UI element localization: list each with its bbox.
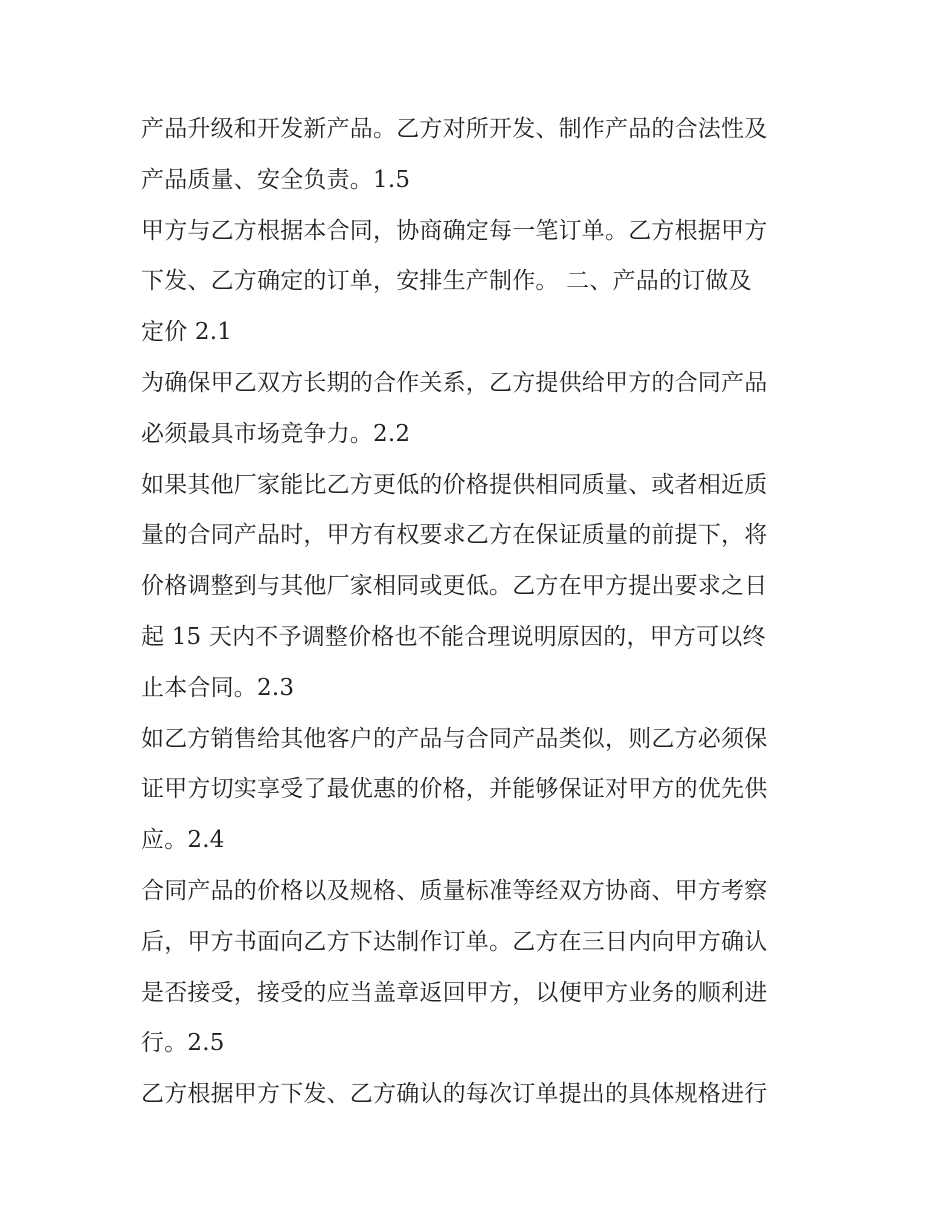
text-line: 为确保甲乙双方长期的合作关系，乙方提供给甲方的合同产品 bbox=[141, 369, 768, 396]
text-line: 止本合同。2.3 bbox=[141, 674, 295, 701]
text-line: 合同产品的价格以及规格、质量标准等经双方协商、甲方考察 bbox=[141, 877, 768, 904]
text-line: 必须最具市场竞争力。2.2 bbox=[141, 420, 411, 447]
text-line: 产品质量、安全负责。1.5 bbox=[141, 166, 411, 193]
text-line: 下发、乙方确定的订单，安排生产制作。 二、产品的订做及 bbox=[141, 268, 752, 295]
text-line: 应。2.4 bbox=[141, 827, 225, 854]
text-line: 行。2.5 bbox=[141, 1030, 225, 1057]
text-line: 定价 2.1 bbox=[141, 319, 233, 346]
text-line: 起 15 天内不予调整价格也不能合理说明原因的，甲方可以终 bbox=[141, 623, 766, 650]
text-line: 如乙方销售给其他客户的产品与合同产品类似，则乙方必须保 bbox=[141, 725, 768, 752]
text-line: 甲方与乙方根据本合同，协商确定每一笔订单。乙方根据甲方 bbox=[141, 217, 768, 244]
text-line: 证甲方切实享受了最优惠的价格，并能够保证对甲方的优先供 bbox=[141, 776, 768, 803]
text-line: 价格调整到与其他厂家相同或更低。乙方在甲方提出要求之日 bbox=[141, 573, 768, 600]
text-line: 是否接受，接受的应当盖章返回甲方，以便甲方业务的顺利进 bbox=[141, 979, 768, 1006]
text-line: 乙方根据甲方下发、乙方确认的每次订单提出的具体规格进行 bbox=[141, 1081, 768, 1108]
text-line: 如果其他厂家能比乙方更低的价格提供相同质量、或者相近质 bbox=[141, 471, 768, 498]
document-body bbox=[141, 104, 821, 1120]
text-line: 产品升级和开发新产品。乙方对所开发、制作产品的合法性及 bbox=[141, 116, 768, 142]
text-line: 量的合同产品时，甲方有权要求乙方在保证质量的前提下，将 bbox=[141, 522, 768, 549]
text-line: 后，甲方书面向乙方下达制作订单。乙方在三日内向甲方确认 bbox=[141, 928, 768, 955]
